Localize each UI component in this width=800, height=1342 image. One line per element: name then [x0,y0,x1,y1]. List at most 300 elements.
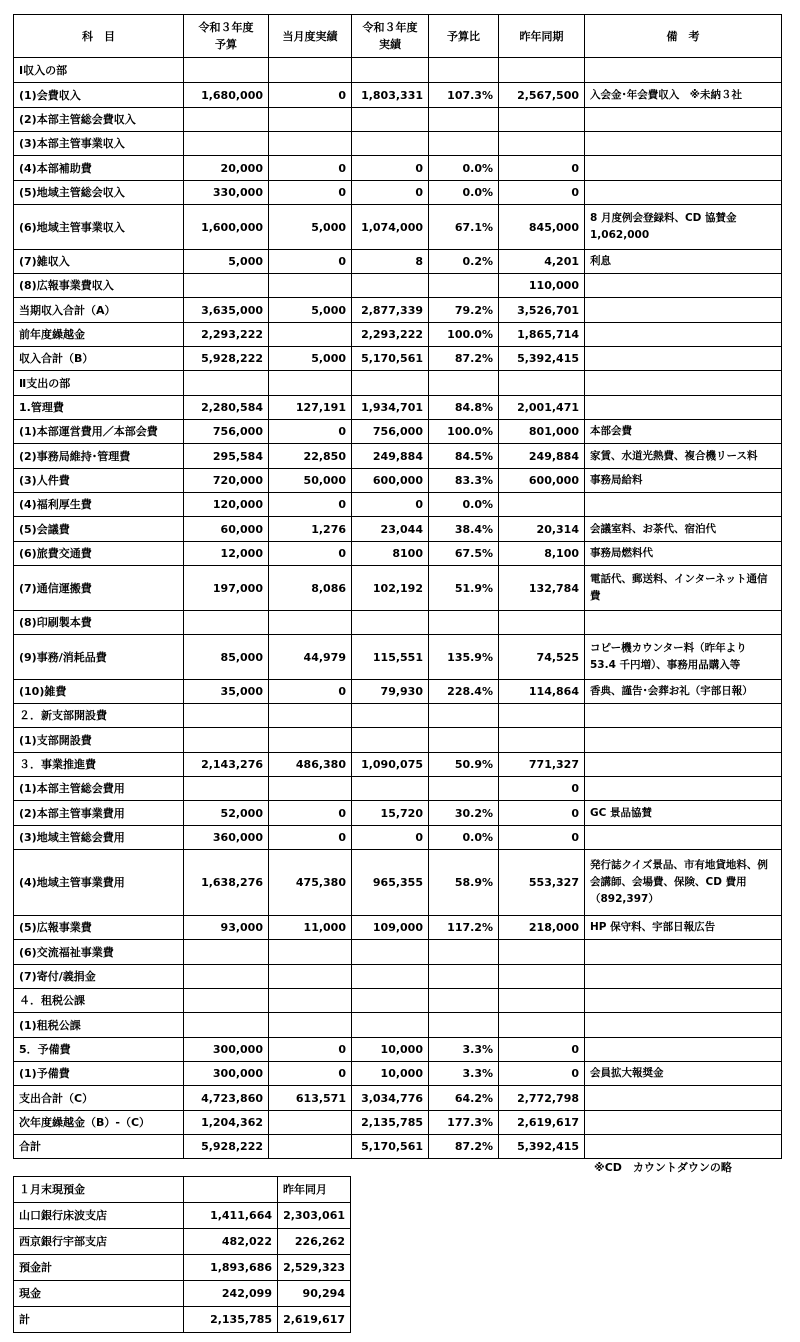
budget-cell: 300,000 [184,1038,269,1062]
table-row [14,83,782,108]
ratio-cell: 117.2% [429,916,499,940]
actual-cell: 5,170,561 [352,347,429,371]
bank-label: 計 [14,1307,184,1333]
budget-cell [184,371,269,396]
remarks-cell [585,396,782,420]
bank-row [14,1307,351,1333]
budget-cell: 35,000 [184,680,269,704]
budget-cell: 197,000 [184,566,269,611]
last-year-cell: 845,000 [499,205,585,250]
remarks-cell: HP 保守料、宇部日報広告 [585,916,782,940]
actual-cell: 3,034,776 [352,1086,429,1111]
table-row [14,826,782,850]
header-month-actual: 当月度実績 [269,15,352,58]
budget-table-body [14,58,782,1159]
budget-cell: 2,280,584 [184,396,269,420]
budget-cell [184,940,269,965]
last-year-cell: 5,392,415 [499,1135,585,1159]
header-budget-line2: 予算 [215,38,237,51]
month-actual-cell: 1,276 [269,517,352,542]
row-label: (8)広報事業費収入 [14,274,184,298]
remarks-cell [585,347,782,371]
table-row [14,205,782,250]
month-actual-cell [269,132,352,156]
table-row [14,469,782,493]
last-year-cell [499,108,585,132]
month-actual-cell: 50,000 [269,469,352,493]
remarks-cell [585,704,782,728]
table-row [14,989,782,1013]
header-budget [184,15,269,58]
actual-cell: 965,355 [352,850,429,916]
last-year-cell [499,965,585,989]
remarks-cell [585,940,782,965]
last-year-cell: 0 [499,181,585,205]
row-label: (7)通信運搬費 [14,566,184,611]
ratio-cell: 84.8% [429,396,499,420]
month-actual-cell [269,1111,352,1135]
row-label: (4)福利厚生費 [14,493,184,517]
budget-cell: 300,000 [184,1062,269,1086]
bank-last-year: 90,294 [278,1281,351,1307]
table-row [14,680,782,704]
budget-cell: 330,000 [184,181,269,205]
table-row [14,493,782,517]
table-row [14,347,782,371]
month-actual-cell [269,777,352,801]
bank-header-row [14,1177,351,1203]
remarks-cell [585,1086,782,1111]
actual-cell [352,371,429,396]
budget-cell: 85,000 [184,635,269,680]
month-actual-cell: 0 [269,83,352,108]
remarks-cell: 家賃、水道光熱費、複合機リース料 [585,444,782,469]
ratio-cell [429,728,499,753]
actual-cell: 249,884 [352,444,429,469]
budget-cell [184,777,269,801]
budget-report-table [13,14,782,1159]
remarks-cell: GC 景品協賛 [585,801,782,826]
actual-cell [352,940,429,965]
table-row [14,323,782,347]
last-year-cell [499,58,585,83]
budget-cell [184,132,269,156]
last-year-cell: 0 [499,801,585,826]
ratio-cell: 3.3% [429,1062,499,1086]
last-year-cell: 218,000 [499,916,585,940]
last-year-cell: 4,201 [499,250,585,274]
ratio-cell: 67.1% [429,205,499,250]
month-actual-cell [269,1013,352,1038]
bank-value: 2,135,785 [184,1307,278,1333]
actual-cell [352,58,429,83]
remarks-cell: 事務局給料 [585,469,782,493]
row-label: (1)会費収入 [14,83,184,108]
table-row [14,1038,782,1062]
row-label: 当期収入合計（A） [14,298,184,323]
remarks-cell [585,989,782,1013]
bank-row [14,1281,351,1307]
row-label: Ⅱ支出の部 [14,371,184,396]
last-year-cell: 0 [499,777,585,801]
actual-cell [352,989,429,1013]
ratio-cell [429,940,499,965]
ratio-cell: 0.0% [429,493,499,517]
row-label: (5)会議費 [14,517,184,542]
bank-last-year: 2,529,323 [278,1255,351,1281]
month-actual-cell: 0 [269,801,352,826]
table-row [14,420,782,444]
budget-cell: 1,638,276 [184,850,269,916]
remarks-cell [585,1038,782,1062]
row-label: (1)租税公課 [14,1013,184,1038]
table-row [14,940,782,965]
remarks-cell [585,611,782,635]
bank-value: 1,411,664 [184,1203,278,1229]
actual-cell: 2,293,222 [352,323,429,347]
table-row [14,132,782,156]
actual-cell [352,777,429,801]
last-year-cell [499,989,585,1013]
actual-cell: 102,192 [352,566,429,611]
budget-cell: 5,928,222 [184,1135,269,1159]
month-actual-cell: 0 [269,1038,352,1062]
table-row [14,916,782,940]
month-actual-cell [269,371,352,396]
remarks-cell: 利息 [585,250,782,274]
remarks-cell [585,181,782,205]
month-actual-cell: 5,000 [269,298,352,323]
actual-cell: 0 [352,156,429,181]
month-actual-cell: 5,000 [269,347,352,371]
table-row [14,396,782,420]
table-row [14,1111,782,1135]
last-year-cell [499,371,585,396]
month-actual-cell [269,108,352,132]
bank-label: 山口銀行床波支店 [14,1203,184,1229]
month-actual-cell: 0 [269,680,352,704]
row-label: Ⅰ収入の部 [14,58,184,83]
remarks-cell [585,1135,782,1159]
month-actual-cell [269,1135,352,1159]
table-row [14,1013,782,1038]
table-row [14,801,782,826]
bank-table-body [14,1177,351,1333]
table-row [14,298,782,323]
month-actual-cell [269,611,352,635]
ratio-cell [429,777,499,801]
row-label: (6)地域主管事業収入 [14,205,184,250]
row-label: (1)支部開設費 [14,728,184,753]
last-year-cell: 20,314 [499,517,585,542]
last-year-cell [499,704,585,728]
actual-cell: 115,551 [352,635,429,680]
last-year-cell [499,1013,585,1038]
row-label: (10)雑費 [14,680,184,704]
actual-cell: 8100 [352,542,429,566]
table-row [14,965,782,989]
month-actual-cell: 0 [269,493,352,517]
budget-cell: 756,000 [184,420,269,444]
row-label: (7)雑収入 [14,250,184,274]
budget-cell [184,108,269,132]
budget-cell: 5,000 [184,250,269,274]
actual-cell: 10,000 [352,1038,429,1062]
actual-cell: 79,930 [352,680,429,704]
header-actual [352,15,429,58]
remarks-cell: 発行誌クイズ景品、市有地貸地料、例会講師、会場費、保険、CD 費用（892,397） [585,850,782,916]
remarks-cell [585,132,782,156]
ratio-cell [429,611,499,635]
row-label: 1.管理費 [14,396,184,420]
row-label: ２．新支部開設費 [14,704,184,728]
bank-row [14,1255,351,1281]
actual-cell: 600,000 [352,469,429,493]
bank-last-year: 2,619,617 [278,1307,351,1333]
last-year-cell [499,132,585,156]
bank-row [14,1203,351,1229]
last-year-cell: 74,525 [499,635,585,680]
bank-label: 現金 [14,1281,184,1307]
month-actual-cell [269,940,352,965]
table-row [14,566,782,611]
month-actual-cell: 44,979 [269,635,352,680]
actual-cell [352,132,429,156]
remarks-cell [585,298,782,323]
last-year-cell: 801,000 [499,420,585,444]
remarks-cell [585,965,782,989]
remarks-cell [585,323,782,347]
ratio-cell: 58.9% [429,850,499,916]
table-row [14,274,782,298]
header-ratio: 予算比 [429,15,499,58]
table-row [14,371,782,396]
ratio-cell: 87.2% [429,347,499,371]
last-year-cell: 5,392,415 [499,347,585,371]
last-year-cell [499,493,585,517]
actual-cell: 756,000 [352,420,429,444]
budget-cell [184,58,269,83]
row-label: (5)広報事業費 [14,916,184,940]
row-label: (6)旅費交通費 [14,542,184,566]
last-year-cell: 3,526,701 [499,298,585,323]
actual-cell: 0 [352,826,429,850]
budget-cell: 295,584 [184,444,269,469]
table-row [14,753,782,777]
bank-value: 242,099 [184,1281,278,1307]
actual-cell [352,728,429,753]
ratio-cell [429,371,499,396]
actual-cell [352,704,429,728]
last-year-cell: 114,864 [499,680,585,704]
row-label: 5．予備費 [14,1038,184,1062]
last-year-cell: 132,784 [499,566,585,611]
last-year-cell: 0 [499,156,585,181]
remarks-cell: 電話代、郵送料、インターネット通信費 [585,566,782,611]
remarks-cell [585,108,782,132]
header-actual-line2: 実績 [379,38,401,51]
row-label: (9)事務/消耗品費 [14,635,184,680]
bank-last-year: 226,262 [278,1229,351,1255]
row-label: (2)本部主管事業費用 [14,801,184,826]
month-actual-cell: 0 [269,542,352,566]
table-row [14,542,782,566]
last-year-cell: 2,001,471 [499,396,585,420]
actual-cell: 1,090,075 [352,753,429,777]
ratio-cell: 100.0% [429,323,499,347]
table-row [14,728,782,753]
ratio-cell: 67.5% [429,542,499,566]
row-label: (1)予備費 [14,1062,184,1086]
table-row [14,58,782,83]
last-year-cell: 2,619,617 [499,1111,585,1135]
budget-cell [184,728,269,753]
budget-cell: 120,000 [184,493,269,517]
remarks-cell [585,1013,782,1038]
actual-cell [352,611,429,635]
remarks-cell: 本部会費 [585,420,782,444]
ratio-cell: 100.0% [429,420,499,444]
budget-cell: 60,000 [184,517,269,542]
budget-cell [184,965,269,989]
bank-last-year: 昨年同月 [278,1177,351,1203]
actual-cell: 5,170,561 [352,1135,429,1159]
ratio-cell [429,108,499,132]
ratio-cell [429,704,499,728]
header-remarks: 備 考 [585,15,782,58]
budget-cell [184,1013,269,1038]
remarks-cell [585,826,782,850]
remarks-cell: 入会金･年会費収入 ※未納３社 [585,83,782,108]
bank-label: 預金計 [14,1255,184,1281]
row-label: (7)寄付/義捐金 [14,965,184,989]
ratio-cell: 51.9% [429,566,499,611]
last-year-cell: 771,327 [499,753,585,777]
remarks-cell: 会員拡大報奨金 [585,1062,782,1086]
last-year-cell: 553,327 [499,850,585,916]
table-row [14,181,782,205]
ratio-cell: 228.4% [429,680,499,704]
row-label: (3)地域主管総会費用 [14,826,184,850]
actual-cell: 2,877,339 [352,298,429,323]
month-actual-cell [269,323,352,347]
row-label: 合計 [14,1135,184,1159]
ratio-cell: 64.2% [429,1086,499,1111]
header-budget-line1: 令和３年度 [198,21,254,34]
row-label: 収入合計（B） [14,347,184,371]
table-row [14,250,782,274]
remarks-cell [585,777,782,801]
last-year-cell: 2,567,500 [499,83,585,108]
header-subject: 科 目 [14,15,184,58]
remarks-cell: 事務局燃料代 [585,542,782,566]
month-actual-cell [269,989,352,1013]
last-year-cell: 600,000 [499,469,585,493]
budget-cell [184,704,269,728]
actual-cell: 1,074,000 [352,205,429,250]
table-row [14,1135,782,1159]
last-year-cell [499,940,585,965]
ratio-cell: 0.0% [429,181,499,205]
table-row [14,777,782,801]
remarks-cell [585,1111,782,1135]
bank-last-year: 2,303,061 [278,1203,351,1229]
remarks-cell: コピー機カウンター料（昨年より 53.4 千円増）、事務用品購入等 [585,635,782,680]
month-actual-cell: 0 [269,181,352,205]
budget-cell: 5,928,222 [184,347,269,371]
ratio-cell: 0.0% [429,826,499,850]
header-actual-line1: 令和３年度 [362,21,418,34]
row-label: (4)地域主管事業費用 [14,850,184,916]
remarks-cell: 8 月度例会登録料、CD 協賛金 1,062,000 [585,205,782,250]
remarks-cell [585,58,782,83]
ratio-cell [429,274,499,298]
month-actual-cell: 5,000 [269,205,352,250]
ratio-cell: 0.0% [429,156,499,181]
month-actual-cell: 0 [269,1062,352,1086]
ratio-cell: 38.4% [429,517,499,542]
ratio-cell: 83.3% [429,469,499,493]
month-actual-cell: 0 [269,156,352,181]
row-label: (1)本部運営費用／本部会費 [14,420,184,444]
bank-label: １月末現預金 [14,1177,184,1203]
ratio-cell: 135.9% [429,635,499,680]
remarks-cell [585,156,782,181]
last-year-cell: 0 [499,1038,585,1062]
last-year-cell: 2,772,798 [499,1086,585,1111]
actual-cell: 15,720 [352,801,429,826]
row-label: (1)本部主管総会費用 [14,777,184,801]
month-actual-cell: 11,000 [269,916,352,940]
ratio-cell: 30.2% [429,801,499,826]
budget-cell: 52,000 [184,801,269,826]
month-actual-cell: 8,086 [269,566,352,611]
table-row [14,517,782,542]
row-label: 支出合計（C） [14,1086,184,1111]
row-label: (3)人件費 [14,469,184,493]
bank-label: 西京銀行宇部支店 [14,1229,184,1255]
actual-cell [352,108,429,132]
budget-cell [184,274,269,298]
actual-cell: 1,803,331 [352,83,429,108]
month-actual-cell: 0 [269,420,352,444]
last-year-cell: 0 [499,826,585,850]
budget-cell: 3,635,000 [184,298,269,323]
actual-cell: 0 [352,181,429,205]
month-actual-cell [269,728,352,753]
ratio-cell: 84.5% [429,444,499,469]
month-actual-cell [269,274,352,298]
budget-cell: 1,204,362 [184,1111,269,1135]
actual-cell: 109,000 [352,916,429,940]
row-label: (4)本部補助費 [14,156,184,181]
table-row [14,850,782,916]
header-last-year: 昨年同期 [499,15,585,58]
budget-cell: 720,000 [184,469,269,493]
table-row [14,444,782,469]
ratio-cell [429,132,499,156]
last-year-cell: 110,000 [499,274,585,298]
ratio-cell: 87.2% [429,1135,499,1159]
actual-cell [352,1013,429,1038]
actual-cell: 23,044 [352,517,429,542]
actual-cell: 2,135,785 [352,1111,429,1135]
ratio-cell: 3.3% [429,1038,499,1062]
last-year-cell: 8,100 [499,542,585,566]
bank-value: 482,022 [184,1229,278,1255]
remarks-cell [585,753,782,777]
row-label: 前年度繰越金 [14,323,184,347]
